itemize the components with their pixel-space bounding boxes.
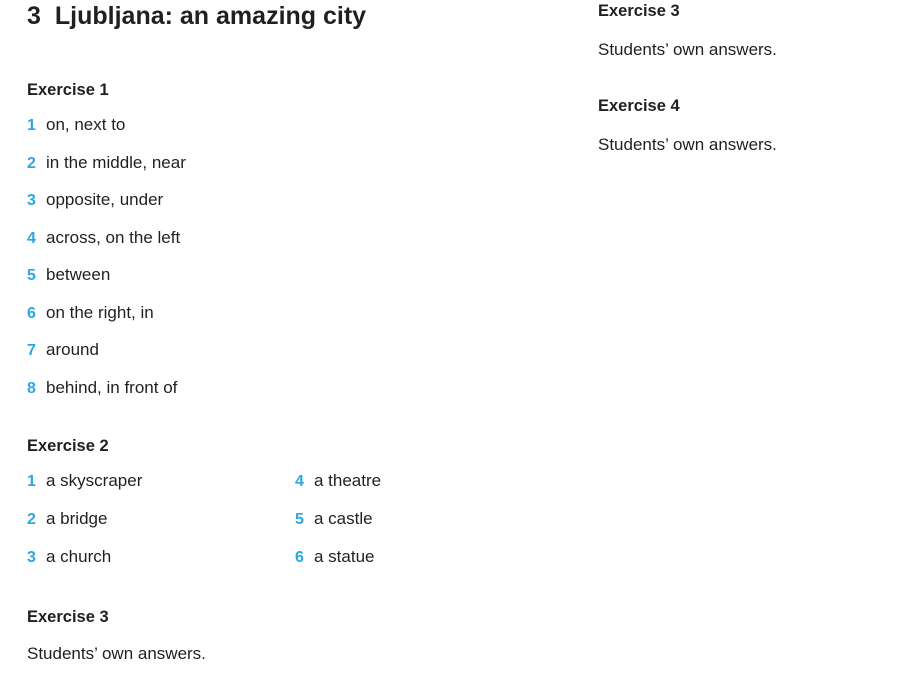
unit-number: 3 [27, 2, 41, 30]
item-text: between [46, 265, 111, 284]
list-item [27, 220, 567, 258]
item-text: a skyscraper [46, 471, 143, 490]
list-item [27, 145, 567, 183]
list-item [27, 370, 567, 408]
item-number: 5 [27, 267, 36, 284]
list-item [27, 257, 567, 295]
list-item [27, 182, 567, 220]
exercise-4-answer-text: Students’ own answers. [598, 135, 777, 154]
item-text: around [46, 340, 99, 359]
item-text: in the middle, near [46, 152, 186, 172]
exercise-3-answer-text-right: Students’ own answers. [598, 40, 777, 59]
list-item [27, 538, 295, 576]
item-text: behind, in front of [46, 377, 178, 397]
exercise-2-column-b [295, 462, 555, 576]
item-number: 4 [27, 229, 36, 247]
item-number: 1 [27, 117, 36, 134]
item-number: 6 [295, 549, 304, 566]
exercise-1-heading: Exercise 1 [27, 81, 109, 99]
item-number: 4 [295, 473, 304, 490]
item-text: a theatre [314, 471, 382, 490]
exercise-2-heading: Exercise 2 [27, 437, 109, 455]
list-item [27, 462, 295, 500]
item-text: opposite, under [46, 190, 164, 209]
list-item [27, 107, 567, 145]
item-number: 1 [27, 473, 36, 490]
item-number: 3 [27, 192, 36, 209]
item-number: 6 [27, 304, 36, 322]
item-number: 3 [27, 549, 36, 566]
item-text: across, on the left [46, 227, 181, 247]
item-number: 2 [27, 511, 36, 528]
list-item [295, 500, 555, 538]
item-text: a church [46, 547, 112, 566]
item-text: a statue [314, 547, 375, 566]
exercise-3-heading: Exercise 3 [27, 608, 109, 626]
item-number: 7 [27, 342, 36, 359]
unit-title: Ljubljana: an amazing city [54, 2, 367, 30]
item-number: 2 [27, 154, 36, 172]
item-text: on the right, in [46, 302, 154, 322]
list-item [295, 538, 555, 576]
right-column [598, 0, 888, 157]
item-number: 8 [27, 379, 36, 397]
exercise-2-column-a [27, 462, 295, 576]
exercise-2-answers [27, 462, 567, 576]
exercise-3-heading-right: Exercise 3 [598, 2, 680, 20]
list-item [27, 332, 567, 370]
unit-heading [27, 0, 567, 32]
list-item [27, 295, 567, 333]
item-text: a bridge [46, 509, 108, 528]
exercise-3-answer-text: Students’ own answers. [27, 644, 206, 663]
left-column [27, 0, 567, 666]
exercise-1-answers [27, 107, 567, 407]
exercise-4-heading: Exercise 4 [598, 97, 680, 115]
item-text: on, next to [46, 115, 126, 134]
list-item [27, 500, 295, 538]
list-item [295, 462, 555, 500]
item-text: a castle [314, 509, 373, 528]
item-number: 5 [295, 511, 304, 528]
